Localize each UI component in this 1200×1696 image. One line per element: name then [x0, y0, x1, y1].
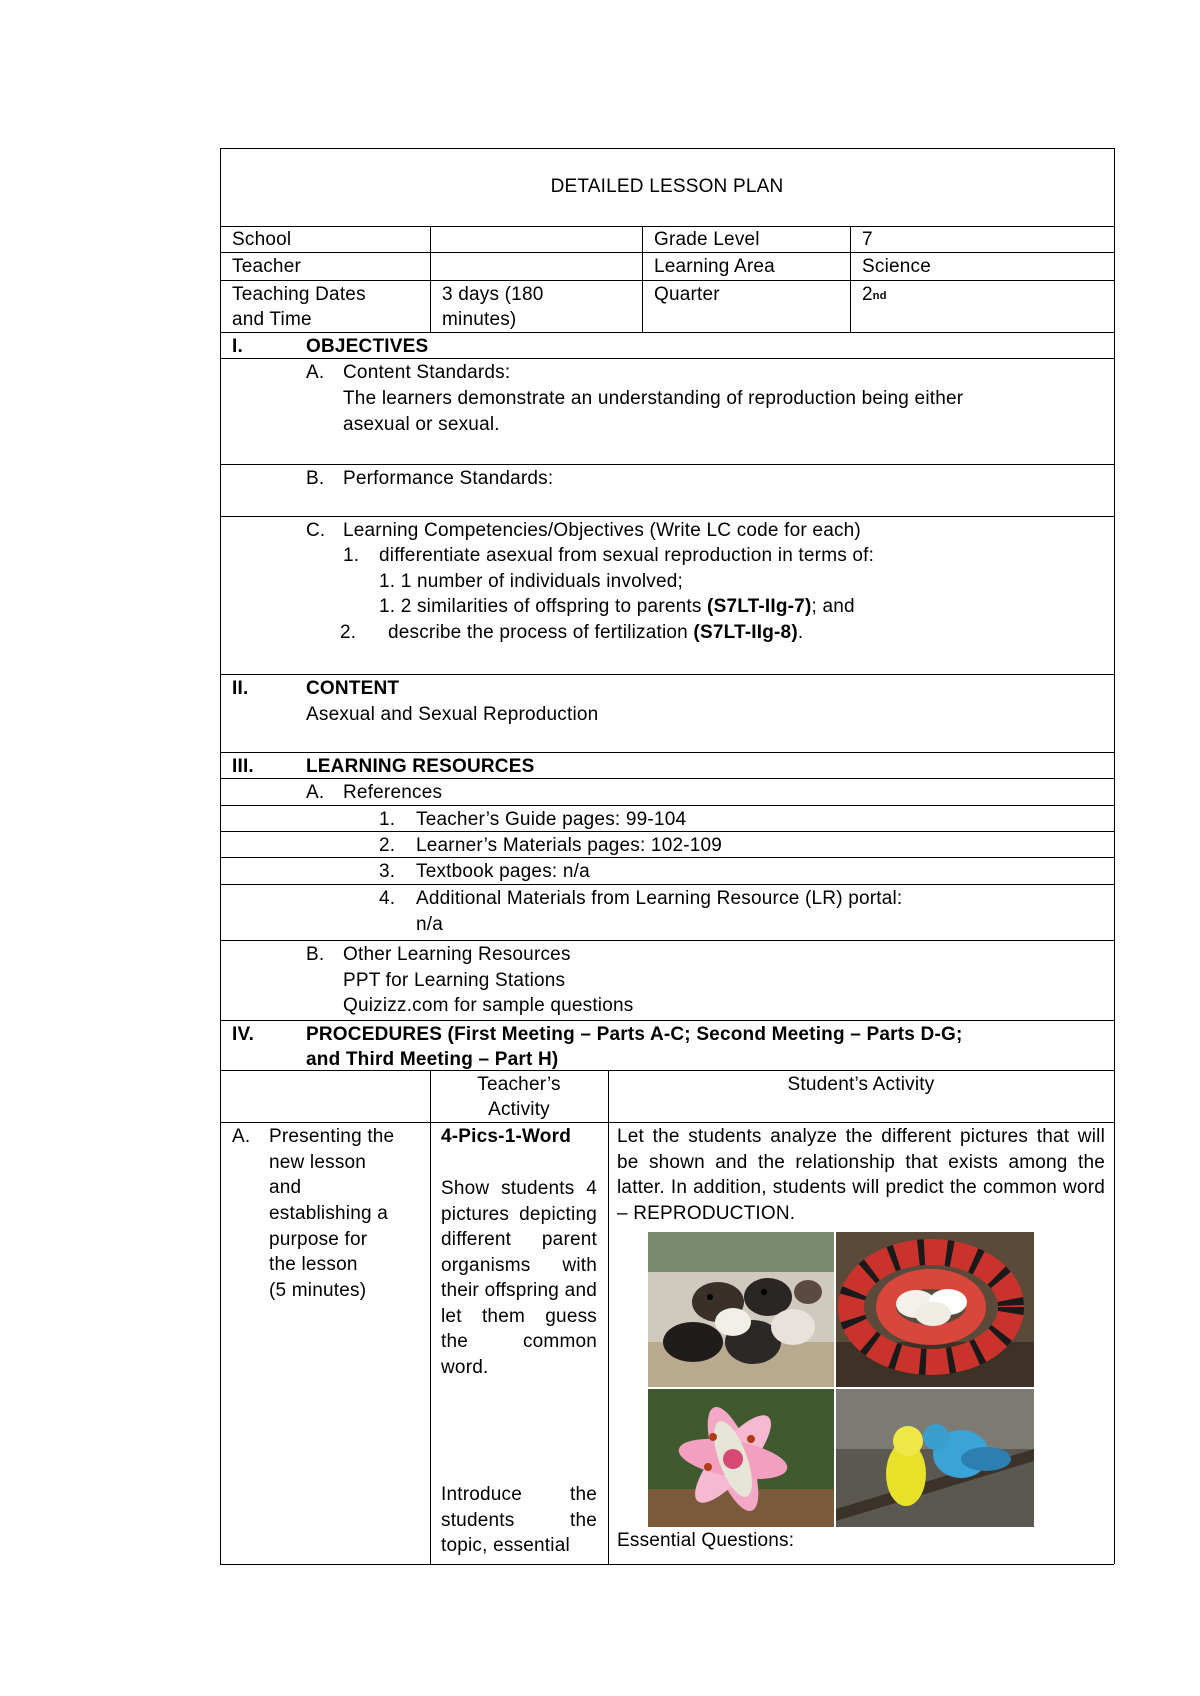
reference-1-number: 1. [379, 809, 396, 830]
resources-heading: LEARNING RESOURCES [306, 756, 535, 777]
reference-4-text: Additional Materials from Learning Resource (LR) portal: [416, 888, 903, 909]
procedures-heading-2: and Third Meeting – Part H) [306, 1049, 559, 1070]
reference-1-text: Teacher’s Guide pages: 99-104 [416, 809, 687, 830]
reference-2-text: Learner’s Materials pages: 102-109 [416, 835, 723, 856]
snake-eggs-photo [836, 1232, 1034, 1387]
procedures-heading: PROCEDURES (First Meeting – Parts A-C; Second Meeting – Parts D-G; [306, 1024, 963, 1045]
performance-standards-letter: B. [306, 468, 325, 489]
learning-competencies-label: Learning Competencies/Objectives (Write LC code for each) [343, 520, 861, 541]
content-standards-text: The learners demonstrate an understanding of reproduction being either [343, 388, 964, 409]
references-label: References [343, 782, 443, 803]
quarter-value: 2nd [862, 284, 887, 305]
grade-level-label: Grade Level [654, 229, 760, 250]
page-title: DETAILED LESSON PLAN [550, 176, 784, 197]
teacher-activity-header-2: Activity [488, 1099, 550, 1120]
part-a-label-line: and [269, 1177, 302, 1198]
part-a-label-line: Presenting the [269, 1126, 395, 1147]
teaching-dates-value-2: minutes) [442, 309, 517, 330]
content-text: Asexual and Sexual Reproduction [306, 704, 599, 725]
learning-competencies-letter: C. [306, 520, 326, 541]
student-activity-text: Let the students analyze the different pictures that will be shown and the relationship that exists among the latter. In addition, students will predict the common word – REPRODUCTION. [617, 1126, 1105, 1224]
objectives-number: I. [232, 336, 243, 357]
other-resources-item-1: PPT for Learning Stations [343, 970, 566, 991]
performance-standards-label: Performance Standards: [343, 468, 554, 489]
school-label: School [232, 229, 292, 250]
activity-title: 4-Pics-1-Word [441, 1126, 571, 1147]
reference-4-text-2: n/a [416, 914, 444, 935]
lily-flower-photo [648, 1389, 834, 1527]
content-heading: CONTENT [306, 678, 400, 699]
reference-3-text: Textbook pages: n/a [416, 861, 590, 882]
part-a-label-line: establishing a [269, 1203, 388, 1224]
essential-questions-label: Essential Questions: [617, 1530, 795, 1551]
teaching-dates-label-2: and Time [232, 309, 312, 330]
learning-area-label: Learning Area [654, 256, 775, 277]
learning-area-value: Science [862, 256, 931, 277]
reference-4-number: 4. [379, 888, 396, 909]
content-standards-letter: A. [306, 362, 325, 383]
teacher-activity-header: Teacher’s [477, 1074, 561, 1095]
content-standards-text-2: asexual or sexual. [343, 414, 500, 435]
objectives-heading: OBJECTIVES [306, 336, 429, 357]
grade-level-value: 7 [862, 229, 873, 250]
student-activity-header: Student’s Activity [787, 1074, 935, 1095]
part-a-label-line: purpose for [269, 1229, 368, 1250]
competency-1-text: differentiate asexual from sexual reproduction in terms of: [379, 545, 875, 566]
quarter-label: Quarter [654, 284, 720, 305]
competency-1-2: 1. 2 similarities of offspring to parents (S7LT-IIg-7); and [379, 596, 855, 617]
teacher-activity-text-2: Introduce the students the topic, essential [441, 1484, 597, 1556]
part-a-label-line: the lesson [269, 1254, 358, 1275]
lovebirds-photo [836, 1389, 1034, 1527]
puppies-photo [648, 1232, 834, 1387]
teacher-label: Teacher [232, 256, 301, 277]
teaching-dates-value: 3 days (180 [442, 284, 544, 305]
reference-3-number: 3. [379, 861, 396, 882]
other-resources-letter: B. [306, 944, 325, 965]
references-letter: A. [306, 782, 325, 803]
teaching-dates-label: Teaching Dates [232, 284, 366, 305]
content-number: II. [232, 678, 249, 699]
other-resources-label: Other Learning Resources [343, 944, 571, 965]
other-resources-item-2: Quizizz.com for sample questions [343, 995, 634, 1016]
content-standards-label: Content Standards: [343, 362, 511, 383]
part-a-label-line: (5 minutes) [269, 1280, 367, 1301]
teacher-activity-text: Show students 4 pictures depicting different parent organisms with their offspring and let them guess the common word. [441, 1178, 597, 1378]
part-a-label-line: new lesson [269, 1152, 367, 1173]
reference-2-number: 2. [379, 835, 396, 856]
procedures-number: IV. [232, 1024, 255, 1045]
competency-2-number: 2. [340, 622, 357, 643]
competency-2-text: describe the process of fertilization (S7LT-IIg-8). [388, 622, 804, 643]
competency-1-1: 1. 1 number of individuals involved; [379, 571, 683, 592]
part-a-letter: A. [232, 1126, 251, 1147]
resources-number: III. [232, 756, 254, 777]
competency-1-number: 1. [343, 545, 360, 566]
